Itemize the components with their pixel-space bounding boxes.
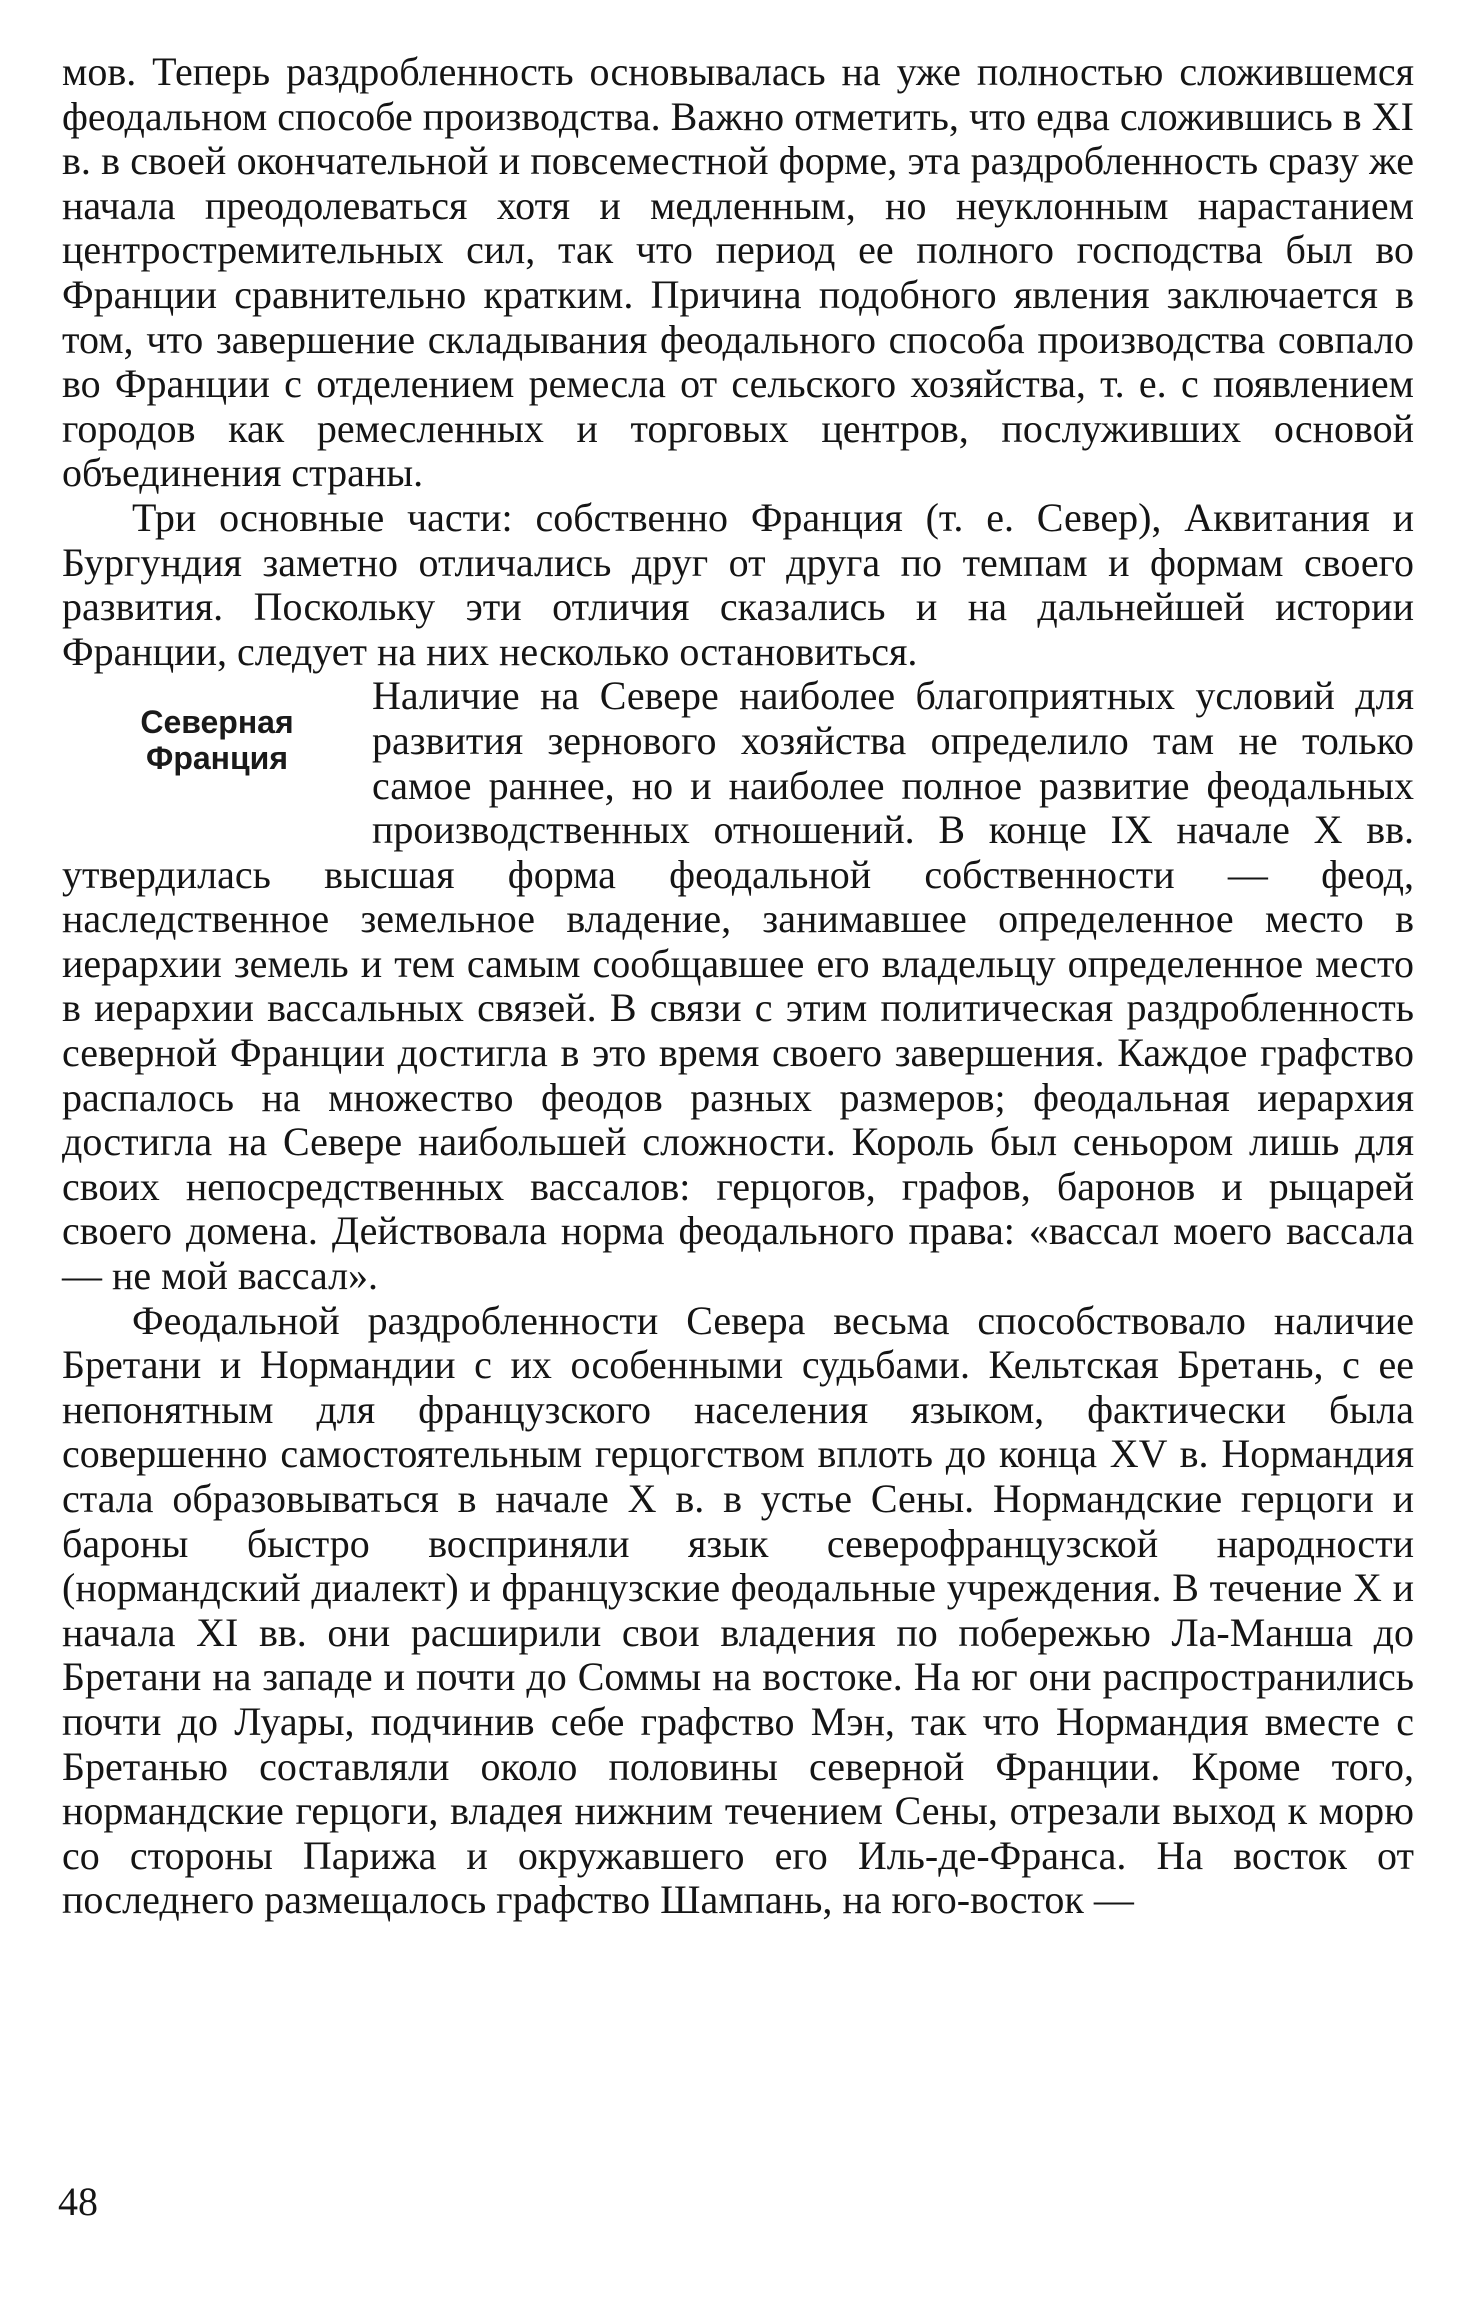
page-text-body bbox=[62, 50, 1414, 1923]
paragraph-3: Наличие на Севере наиболее благоприятных условий для развития зернового хозяйства определило там не только самое раннее, но и наиболее полное развитие феодальных производственных отношений. В конце IX начале X вв. утвердилась высшая форма феодальной собственности — феод, наследственное земельное владение, занимавшее определенное место в иерархии земель и тем самым сообщавшее его владельцу определенное место в иерархии вассальных связей. В связи с этим политическая раздробленность северной Франции достигла в это время своего завершения. Каждое графство распалось на множество феодов разных размеров; феодальная иерархия достигла на Севере наибольшей сложности. Король был сеньором лишь для своих непосредственных вассалов: герцогов, графов, баронов и рыцарей своего домена. Действовала норма феодального права: «вассал моего вассала — не мой вассал». bbox=[62, 673, 1414, 1299]
paragraph-4: Феодальной раздробленности Севера весьма способствовало наличие Бретани и Нормандии с их особенными судьбами. Кельтская Бретань, с ее непонятным для французского населения языком, фактически была совершенно самостоятельным герцогством вплоть до конца XV в. Нормандия стала образовываться в начале X в. в устье Сены. Нормандские герцоги и бароны быстро восприняли язык северофранцузской народности (нормандский диалект) и французские феодальные учреждения. В течение X и начала XI вв. они расширили свои владения по побережью Ла-Манша до Бретани на западе и почти до Соммы на востоке. На юг они распространились почти до Луары, подчинив себе графство Мэн, так что Нормандия вместе с Бретанью составляли около половины северной Франции. Кроме того, нормандские герцоги, владея нижним течением Сены, отрезали выход к морю со стороны Парижа и окружавшего его Иль-де-Франса. На восток от последнего размещалось графство Шампань, на юго-восток — bbox=[62, 1297, 1414, 1923]
paragraph-2: Три основные части: собственно Франция (т. е. Север), Аквитания и Бургундия заметно отличались друг от друга по темпам и формам своего развития. Поскольку эти отличия сказались и на дальнейшей истории Франции, следует на них несколько остановиться. bbox=[62, 494, 1414, 674]
margin-heading-line-1: Северная bbox=[140, 704, 294, 741]
margin-heading-northern-france bbox=[62, 674, 372, 808]
paragraph-1: мов. Теперь раздробленность основывалась на уже полностью сложившемся феодальном способе производства. Важно отметить, что едва сложившись в XI в. в своей окончательной и повсеместной форме, эта раздробленность сразу же начала преодолеваться хотя и медленным, но неуклонным нарастанием центростремительных сил, так что период ее полного господства был во Франции сравнительно кратким. Причина подобного явления заключается в том, что завершение складывания феодального способа производства совпало во Франции с отделением ремесла от сельского хозяйства, т. е. с появлением городов как ремесленных и торговых центров, послуживших основой объединения страны. bbox=[62, 49, 1414, 496]
page-number: 48 bbox=[58, 2179, 98, 2224]
margin-heading-line-2: Франция bbox=[146, 740, 288, 777]
